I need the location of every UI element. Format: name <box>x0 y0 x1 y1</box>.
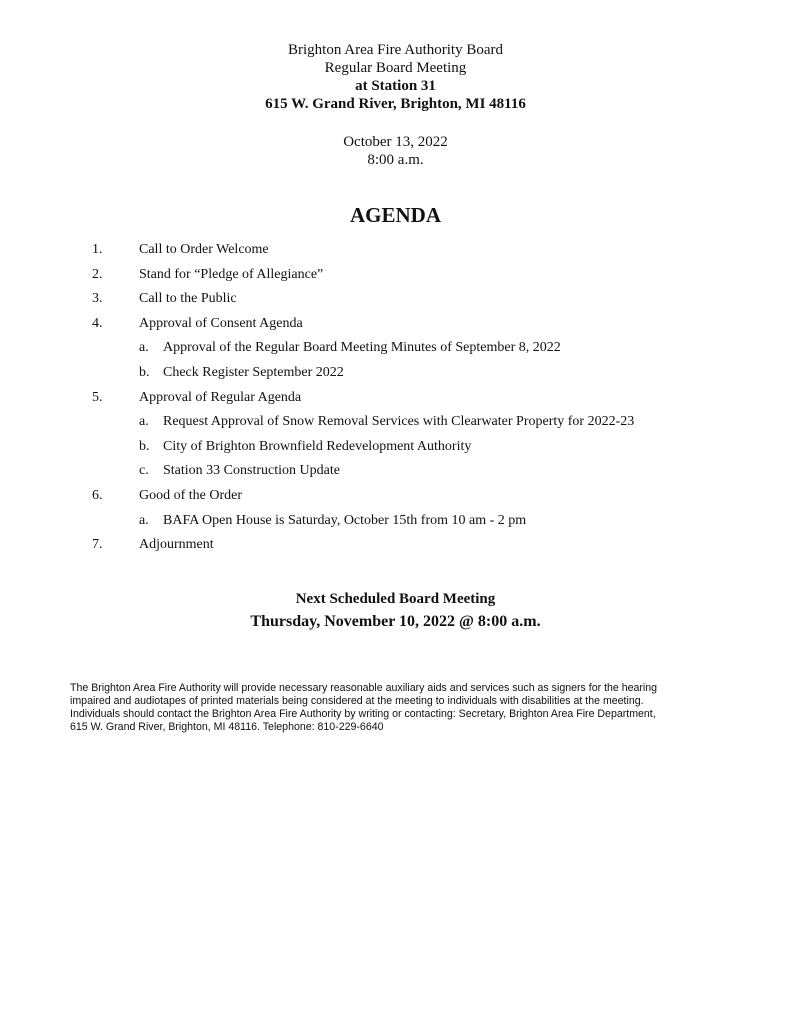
meeting-date: October 13, 2022 <box>343 134 448 150</box>
agenda-item-text: Good of the Order <box>139 487 243 503</box>
agenda-item-number: 4. <box>92 315 103 331</box>
accessibility-notice <box>70 682 730 734</box>
agenda-item-number: 6. <box>92 487 103 503</box>
agenda-subitem-letter: a. <box>139 414 149 430</box>
organization-name: Brighton Area Fire Authority Board <box>288 42 503 58</box>
agenda-item <box>0 290 791 315</box>
agenda-subitem-letter: b. <box>139 438 150 454</box>
next-meeting-label: Next Scheduled Board Meeting <box>295 591 496 607</box>
agenda-subitem <box>0 438 791 463</box>
agenda-title: AGENDA <box>349 203 441 227</box>
agenda-subitem <box>0 413 791 438</box>
agenda-item <box>0 266 791 291</box>
agenda-item-number: 2. <box>92 266 103 282</box>
meeting-type: Regular Board Meeting <box>324 60 467 76</box>
agenda-item <box>0 315 791 340</box>
agenda-item-text: Call to Order Welcome <box>139 242 269 257</box>
agenda-item-text: Stand for “Pledge of Allegiance” <box>139 266 324 282</box>
agenda-subitem-text: Approval of the Regular Board Meeting Minutes of September 8, 2022 <box>163 340 561 356</box>
agenda-item-number: 1. <box>92 242 103 257</box>
agenda-subitem <box>0 512 791 537</box>
agenda-subitem <box>0 339 791 364</box>
agenda-item-text: Adjournment <box>139 537 214 553</box>
agenda-subitem-text: BAFA Open House is Saturday, October 15th from 10 am - 2 pm <box>163 512 527 528</box>
agenda-item <box>0 241 791 266</box>
meeting-address: 615 W. Grand River, Brighton, MI 48116 <box>265 96 526 112</box>
next-meeting-datetime: Thursday, November 10, 2022 @ 8:00 a.m. <box>250 613 541 630</box>
next-meeting <box>0 589 791 632</box>
agenda-item <box>0 487 791 512</box>
agenda-subitem-letter: a. <box>139 512 149 528</box>
meeting-datetime <box>0 133 791 169</box>
agenda-subitem-text: Check Register September 2022 <box>163 364 344 380</box>
document-header <box>0 41 791 113</box>
agenda-item-number: 3. <box>92 291 103 307</box>
notice-line: The Brighton Area Fire Authority will provide necessary reasonable auxiliary aids and services such as signers for the hearing <box>70 682 658 694</box>
meeting-location: at Station 31 <box>355 78 436 94</box>
agenda-item-text: Approval of Regular Agenda <box>139 389 302 405</box>
agenda-subitem <box>0 462 791 487</box>
agenda-item-text: Call to the Public <box>139 291 237 307</box>
agenda-item-number: 7. <box>92 537 103 553</box>
agenda-item <box>0 536 791 561</box>
notice-line: Individuals should contact the Brighton Area Fire Authority by writing or contacting: Secretary, Brighton Area Fire Department, <box>70 708 656 720</box>
agenda-subitem-text: Station 33 Construction Update <box>163 463 340 479</box>
agenda-subitem-letter: a. <box>139 340 149 356</box>
notice-line: 615 W. Grand River, Brighton, MI 48116. Telephone: 810-229-6640 <box>70 721 384 733</box>
agenda-subitem-letter: b. <box>139 364 150 380</box>
agenda-item <box>0 389 791 414</box>
agenda-subitem-letter: c. <box>139 463 149 479</box>
agenda-list <box>0 241 791 561</box>
agenda-item-number: 5. <box>92 389 103 405</box>
agenda-subitem-text: Request Approval of Snow Removal Services with Clearwater Property for 2022-23 <box>163 414 635 430</box>
notice-line: impaired and audiotapes of printed materials being considered at the meeting to individuals with disabilities at the meeting. <box>70 695 644 707</box>
meeting-time: 8:00 a.m. <box>367 152 424 168</box>
agenda-subitem-text: City of Brighton Brownfield Redevelopment Authority <box>163 438 472 454</box>
agenda-item-text: Approval of Consent Agenda <box>139 315 303 331</box>
agenda-subitem <box>0 364 791 389</box>
